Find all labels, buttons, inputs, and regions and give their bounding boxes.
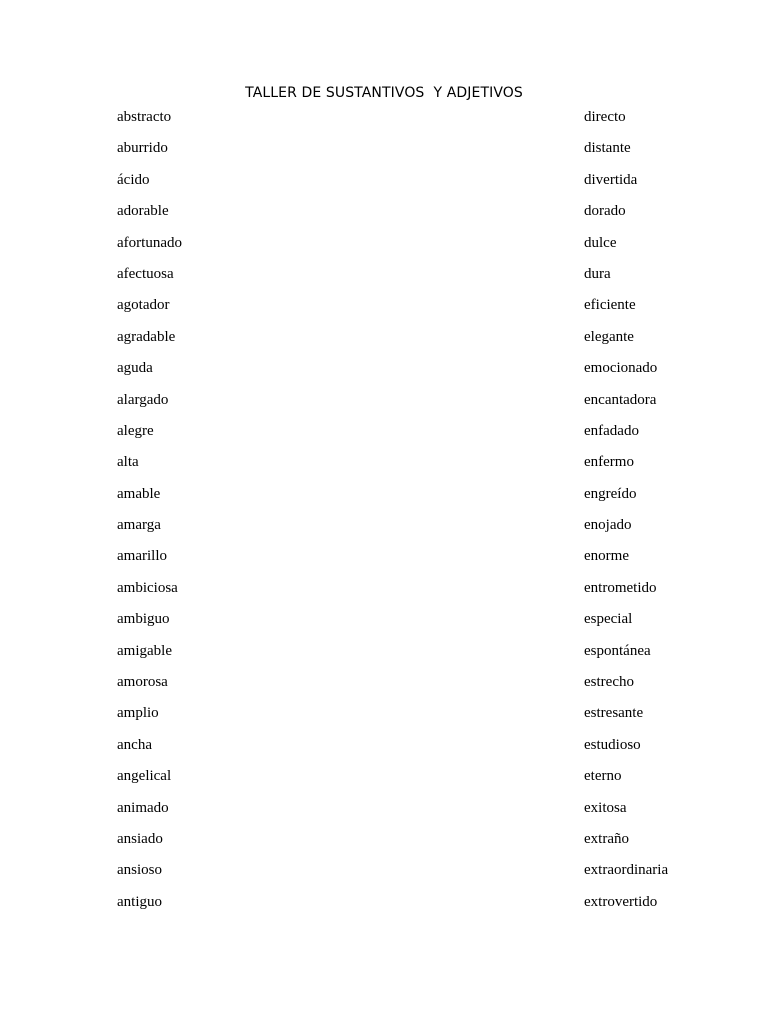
list-item: dulce	[584, 234, 617, 251]
list-item: alegre	[117, 422, 154, 439]
list-item: entrometido	[584, 579, 657, 596]
list-item: amplio	[117, 705, 159, 722]
list-item: extraño	[584, 830, 629, 847]
list-item: animado	[117, 799, 169, 816]
adjective-list-right	[584, 108, 668, 924]
list-item: afortunado	[117, 234, 182, 251]
list-item: estrecho	[584, 674, 634, 691]
list-item: ansioso	[117, 862, 162, 879]
list-item: especial	[584, 611, 633, 628]
list-item: extrovertido	[584, 893, 658, 910]
list-item: dorado	[584, 203, 626, 220]
list-item: elegante	[584, 328, 634, 345]
list-item: ancha	[117, 736, 152, 753]
list-item: angelical	[117, 768, 172, 785]
list-item: estresante	[584, 705, 644, 722]
list-item: ambiciosa	[117, 579, 178, 596]
list-item: dura	[584, 265, 611, 282]
list-item: agradable	[117, 328, 176, 345]
list-item: extraordinaria	[584, 862, 669, 879]
list-item: aburrido	[117, 140, 168, 157]
list-item: espontánea	[584, 642, 651, 659]
list-item: adorable	[117, 203, 169, 220]
list-item: distante	[584, 140, 631, 157]
adjective-list-left	[117, 108, 182, 924]
list-item: engreído	[584, 485, 637, 502]
list-item: ácido	[117, 171, 150, 188]
list-item: encantadora	[584, 391, 657, 408]
list-item: enojado	[584, 517, 632, 534]
list-item: enfadado	[584, 422, 639, 439]
list-item: alargado	[117, 391, 169, 408]
list-item: amable	[117, 485, 161, 502]
list-item: eterno	[584, 768, 622, 785]
list-item: antiguo	[117, 893, 162, 910]
list-item: afectuosa	[117, 265, 174, 282]
list-item: enorme	[584, 548, 629, 565]
list-item: divertida	[584, 171, 638, 188]
list-item: abstracto	[117, 109, 172, 125]
list-item: amarga	[117, 517, 161, 534]
list-item: amarillo	[117, 548, 167, 565]
list-item: eficiente	[584, 297, 636, 314]
page-title: TALLER DE SUSTANTIVOS Y ADJETIVOS	[245, 85, 523, 101]
list-item: directo	[584, 109, 626, 125]
list-item: ambiguo	[117, 611, 170, 628]
list-item: amigable	[117, 642, 172, 659]
list-item: aguda	[117, 360, 153, 377]
list-item: amorosa	[117, 674, 168, 691]
list-item: alta	[117, 454, 139, 471]
list-item: enfermo	[584, 454, 634, 471]
list-item: ansiado	[117, 830, 163, 847]
list-item: emocionado	[584, 360, 658, 377]
list-item: estudioso	[584, 736, 641, 753]
list-item: agotador	[117, 297, 170, 314]
list-item: exitosa	[584, 799, 627, 816]
